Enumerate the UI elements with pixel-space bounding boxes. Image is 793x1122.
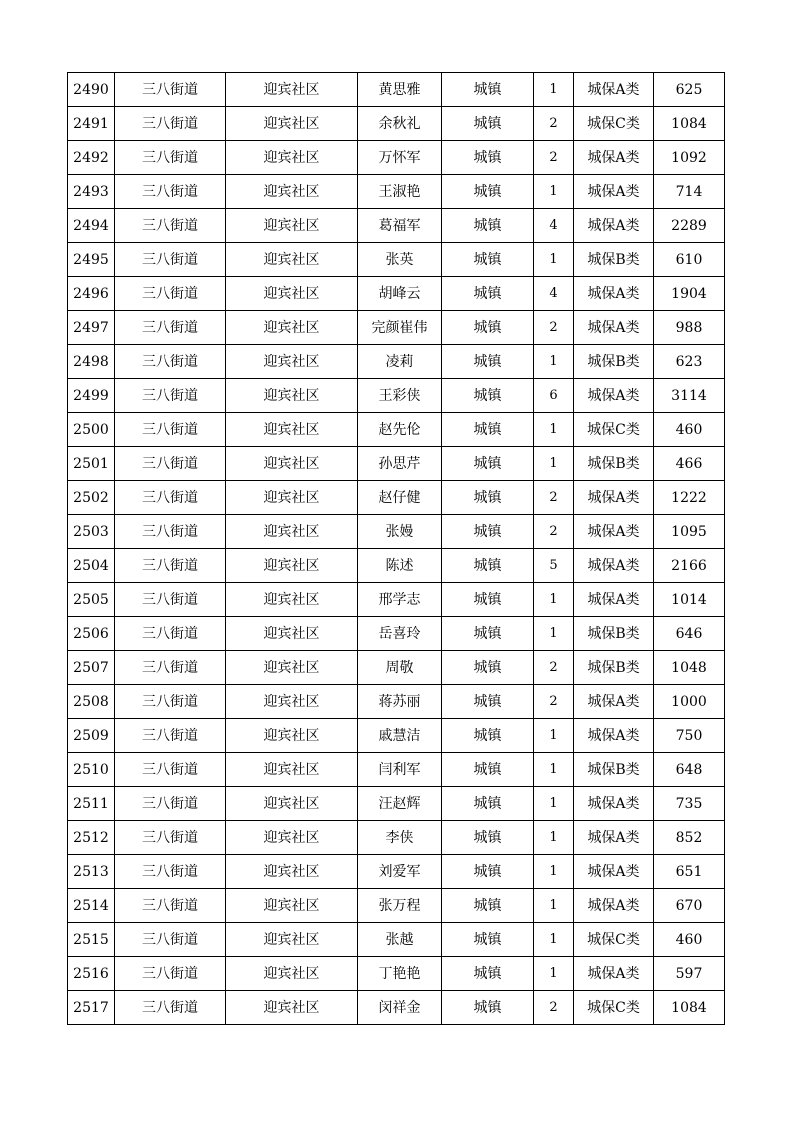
table-row	[68, 549, 725, 583]
community-cell: 迎宾社区	[226, 447, 358, 481]
amount-cell: 1000	[654, 685, 725, 719]
street-cell: 三八街道	[115, 447, 226, 481]
serial-number-cell: 2500	[68, 413, 115, 447]
table-row	[68, 515, 725, 549]
insurance-category-cell: 城保A类	[574, 855, 654, 889]
community-cell: 迎宾社区	[226, 651, 358, 685]
household-size-cell: 2	[534, 107, 574, 141]
name-cell: 赵仔健	[358, 481, 442, 515]
insurance-category-cell: 城保A类	[574, 957, 654, 991]
street-cell: 三八街道	[115, 855, 226, 889]
serial-number-cell: 2497	[68, 311, 115, 345]
street-cell: 三八街道	[115, 73, 226, 107]
household-size-cell: 4	[534, 277, 574, 311]
name-cell: 王淑艳	[358, 175, 442, 209]
insurance-category-cell: 城保A类	[574, 277, 654, 311]
household-size-cell: 1	[534, 583, 574, 617]
table-row	[68, 583, 725, 617]
name-cell: 张英	[358, 243, 442, 277]
household-size-cell: 1	[534, 413, 574, 447]
area-type-cell: 城镇	[442, 651, 534, 685]
amount-cell: 750	[654, 719, 725, 753]
amount-cell: 2166	[654, 549, 725, 583]
street-cell: 三八街道	[115, 821, 226, 855]
amount-cell: 714	[654, 175, 725, 209]
insurance-category-cell: 城保A类	[574, 481, 654, 515]
serial-number-cell: 2510	[68, 753, 115, 787]
household-size-cell: 1	[534, 957, 574, 991]
table-row	[68, 413, 725, 447]
household-size-cell: 1	[534, 719, 574, 753]
community-cell: 迎宾社区	[226, 719, 358, 753]
serial-number-cell: 2492	[68, 141, 115, 175]
street-cell: 三八街道	[115, 379, 226, 413]
household-size-cell: 1	[534, 855, 574, 889]
area-type-cell: 城镇	[442, 855, 534, 889]
street-cell: 三八街道	[115, 889, 226, 923]
name-cell: 闫利军	[358, 753, 442, 787]
street-cell: 三八街道	[115, 311, 226, 345]
community-cell: 迎宾社区	[226, 549, 358, 583]
name-cell: 李侠	[358, 821, 442, 855]
household-size-cell: 1	[534, 175, 574, 209]
name-cell: 闵祥金	[358, 991, 442, 1025]
serial-number-cell: 2504	[68, 549, 115, 583]
community-cell: 迎宾社区	[226, 617, 358, 651]
household-size-cell: 1	[534, 447, 574, 481]
household-size-cell: 4	[534, 209, 574, 243]
amount-cell: 623	[654, 345, 725, 379]
amount-cell: 460	[654, 413, 725, 447]
community-cell: 迎宾社区	[226, 821, 358, 855]
area-type-cell: 城镇	[442, 209, 534, 243]
amount-cell: 988	[654, 311, 725, 345]
community-cell: 迎宾社区	[226, 481, 358, 515]
serial-number-cell: 2509	[68, 719, 115, 753]
area-type-cell: 城镇	[442, 617, 534, 651]
household-size-cell: 1	[534, 787, 574, 821]
street-cell: 三八街道	[115, 991, 226, 1025]
street-cell: 三八街道	[115, 651, 226, 685]
community-cell: 迎宾社区	[226, 243, 358, 277]
name-cell: 黄思雅	[358, 73, 442, 107]
street-cell: 三八街道	[115, 141, 226, 175]
street-cell: 三八街道	[115, 345, 226, 379]
name-cell: 蒋苏丽	[358, 685, 442, 719]
area-type-cell: 城镇	[442, 719, 534, 753]
area-type-cell: 城镇	[442, 141, 534, 175]
insurance-category-cell: 城保B类	[574, 243, 654, 277]
insurance-category-cell: 城保A类	[574, 311, 654, 345]
insurance-category-cell: 城保A类	[574, 175, 654, 209]
household-size-cell: 2	[534, 515, 574, 549]
household-size-cell: 1	[534, 923, 574, 957]
name-cell: 赵先伦	[358, 413, 442, 447]
name-cell: 王彩侠	[358, 379, 442, 413]
area-type-cell: 城镇	[442, 549, 534, 583]
household-size-cell: 1	[534, 821, 574, 855]
table-row	[68, 277, 725, 311]
street-cell: 三八街道	[115, 243, 226, 277]
amount-cell: 852	[654, 821, 725, 855]
area-type-cell: 城镇	[442, 311, 534, 345]
table-row	[68, 923, 725, 957]
serial-number-cell: 2516	[68, 957, 115, 991]
street-cell: 三八街道	[115, 617, 226, 651]
insurance-category-cell: 城保B类	[574, 651, 654, 685]
community-cell: 迎宾社区	[226, 753, 358, 787]
household-size-cell: 1	[534, 889, 574, 923]
community-cell: 迎宾社区	[226, 277, 358, 311]
insurance-category-cell: 城保A类	[574, 209, 654, 243]
street-cell: 三八街道	[115, 957, 226, 991]
insurance-category-cell: 城保B类	[574, 753, 654, 787]
table-body	[68, 73, 725, 1025]
street-cell: 三八街道	[115, 787, 226, 821]
community-cell: 迎宾社区	[226, 345, 358, 379]
amount-cell: 1084	[654, 991, 725, 1025]
table-row	[68, 787, 725, 821]
table-row	[68, 957, 725, 991]
area-type-cell: 城镇	[442, 345, 534, 379]
street-cell: 三八街道	[115, 209, 226, 243]
table-row	[68, 379, 725, 413]
community-cell: 迎宾社区	[226, 311, 358, 345]
name-cell: 万怀军	[358, 141, 442, 175]
amount-cell: 1222	[654, 481, 725, 515]
amount-cell: 735	[654, 787, 725, 821]
insurance-category-cell: 城保A类	[574, 549, 654, 583]
serial-number-cell: 2512	[68, 821, 115, 855]
serial-number-cell: 2515	[68, 923, 115, 957]
area-type-cell: 城镇	[442, 583, 534, 617]
name-cell: 岳喜玲	[358, 617, 442, 651]
amount-cell: 1084	[654, 107, 725, 141]
name-cell: 孙思芹	[358, 447, 442, 481]
serial-number-cell: 2507	[68, 651, 115, 685]
table-row	[68, 73, 725, 107]
area-type-cell: 城镇	[442, 821, 534, 855]
serial-number-cell: 2499	[68, 379, 115, 413]
amount-cell: 1904	[654, 277, 725, 311]
table-row	[68, 209, 725, 243]
community-cell: 迎宾社区	[226, 787, 358, 821]
insurance-category-cell: 城保A类	[574, 821, 654, 855]
amount-cell: 597	[654, 957, 725, 991]
table-row	[68, 753, 725, 787]
insurance-category-cell: 城保A类	[574, 685, 654, 719]
beneficiary-table	[67, 72, 725, 1025]
area-type-cell: 城镇	[442, 923, 534, 957]
name-cell: 邢学志	[358, 583, 442, 617]
area-type-cell: 城镇	[442, 481, 534, 515]
insurance-category-cell: 城保B类	[574, 447, 654, 481]
name-cell: 汪赵辉	[358, 787, 442, 821]
serial-number-cell: 2496	[68, 277, 115, 311]
name-cell: 周敬	[358, 651, 442, 685]
community-cell: 迎宾社区	[226, 73, 358, 107]
community-cell: 迎宾社区	[226, 379, 358, 413]
name-cell: 胡峰云	[358, 277, 442, 311]
insurance-category-cell: 城保C类	[574, 413, 654, 447]
name-cell: 张万程	[358, 889, 442, 923]
insurance-category-cell: 城保A类	[574, 787, 654, 821]
community-cell: 迎宾社区	[226, 413, 358, 447]
street-cell: 三八街道	[115, 753, 226, 787]
name-cell: 戚慧洁	[358, 719, 442, 753]
serial-number-cell: 2505	[68, 583, 115, 617]
insurance-category-cell: 城保A类	[574, 73, 654, 107]
insurance-category-cell: 城保A类	[574, 583, 654, 617]
area-type-cell: 城镇	[442, 991, 534, 1025]
insurance-category-cell: 城保C类	[574, 923, 654, 957]
table-row	[68, 311, 725, 345]
street-cell: 三八街道	[115, 685, 226, 719]
table-row	[68, 855, 725, 889]
serial-number-cell: 2495	[68, 243, 115, 277]
household-size-cell: 2	[534, 651, 574, 685]
community-cell: 迎宾社区	[226, 209, 358, 243]
community-cell: 迎宾社区	[226, 991, 358, 1025]
name-cell: 张越	[358, 923, 442, 957]
street-cell: 三八街道	[115, 481, 226, 515]
amount-cell: 625	[654, 73, 725, 107]
amount-cell: 3114	[654, 379, 725, 413]
serial-number-cell: 2513	[68, 855, 115, 889]
insurance-category-cell: 城保A类	[574, 515, 654, 549]
insurance-category-cell: 城保B类	[574, 617, 654, 651]
household-size-cell: 1	[534, 753, 574, 787]
amount-cell: 1092	[654, 141, 725, 175]
area-type-cell: 城镇	[442, 413, 534, 447]
community-cell: 迎宾社区	[226, 923, 358, 957]
amount-cell: 1048	[654, 651, 725, 685]
table-row	[68, 821, 725, 855]
table-row	[68, 243, 725, 277]
street-cell: 三八街道	[115, 719, 226, 753]
table-row	[68, 617, 725, 651]
household-size-cell: 5	[534, 549, 574, 583]
name-cell: 凌莉	[358, 345, 442, 379]
name-cell: 余秋礼	[358, 107, 442, 141]
area-type-cell: 城镇	[442, 379, 534, 413]
table-row	[68, 991, 725, 1025]
area-type-cell: 城镇	[442, 175, 534, 209]
serial-number-cell: 2498	[68, 345, 115, 379]
serial-number-cell: 2508	[68, 685, 115, 719]
insurance-category-cell: 城保B类	[574, 345, 654, 379]
table-row	[68, 651, 725, 685]
amount-cell: 1095	[654, 515, 725, 549]
area-type-cell: 城镇	[442, 685, 534, 719]
community-cell: 迎宾社区	[226, 583, 358, 617]
insurance-category-cell: 城保C类	[574, 107, 654, 141]
serial-number-cell: 2511	[68, 787, 115, 821]
insurance-category-cell: 城保A类	[574, 889, 654, 923]
amount-cell: 1014	[654, 583, 725, 617]
household-size-cell: 1	[534, 243, 574, 277]
serial-number-cell: 2491	[68, 107, 115, 141]
street-cell: 三八街道	[115, 549, 226, 583]
street-cell: 三八街道	[115, 413, 226, 447]
street-cell: 三八街道	[115, 923, 226, 957]
household-size-cell: 6	[534, 379, 574, 413]
community-cell: 迎宾社区	[226, 107, 358, 141]
serial-number-cell: 2494	[68, 209, 115, 243]
household-size-cell: 2	[534, 141, 574, 175]
name-cell: 张嫚	[358, 515, 442, 549]
serial-number-cell: 2514	[68, 889, 115, 923]
name-cell: 丁艳艳	[358, 957, 442, 991]
serial-number-cell: 2506	[68, 617, 115, 651]
street-cell: 三八街道	[115, 277, 226, 311]
amount-cell: 610	[654, 243, 725, 277]
amount-cell: 460	[654, 923, 725, 957]
area-type-cell: 城镇	[442, 277, 534, 311]
amount-cell: 670	[654, 889, 725, 923]
community-cell: 迎宾社区	[226, 855, 358, 889]
serial-number-cell: 2517	[68, 991, 115, 1025]
household-size-cell: 2	[534, 481, 574, 515]
household-size-cell: 2	[534, 685, 574, 719]
community-cell: 迎宾社区	[226, 175, 358, 209]
community-cell: 迎宾社区	[226, 957, 358, 991]
area-type-cell: 城镇	[442, 447, 534, 481]
table-row	[68, 107, 725, 141]
street-cell: 三八街道	[115, 583, 226, 617]
area-type-cell: 城镇	[442, 515, 534, 549]
amount-cell: 651	[654, 855, 725, 889]
amount-cell: 2289	[654, 209, 725, 243]
table-row	[68, 889, 725, 923]
table-row	[68, 175, 725, 209]
community-cell: 迎宾社区	[226, 515, 358, 549]
table-row	[68, 685, 725, 719]
household-size-cell: 2	[534, 311, 574, 345]
community-cell: 迎宾社区	[226, 889, 358, 923]
street-cell: 三八街道	[115, 107, 226, 141]
insurance-category-cell: 城保A类	[574, 719, 654, 753]
amount-cell: 648	[654, 753, 725, 787]
insurance-category-cell: 城保A类	[574, 141, 654, 175]
community-cell: 迎宾社区	[226, 685, 358, 719]
amount-cell: 646	[654, 617, 725, 651]
household-size-cell: 1	[534, 345, 574, 379]
area-type-cell: 城镇	[442, 787, 534, 821]
street-cell: 三八街道	[115, 175, 226, 209]
name-cell: 刘爱军	[358, 855, 442, 889]
table-row	[68, 345, 725, 379]
serial-number-cell: 2503	[68, 515, 115, 549]
serial-number-cell: 2502	[68, 481, 115, 515]
table-row	[68, 481, 725, 515]
table-row	[68, 719, 725, 753]
area-type-cell: 城镇	[442, 243, 534, 277]
name-cell: 陈述	[358, 549, 442, 583]
area-type-cell: 城镇	[442, 753, 534, 787]
community-cell: 迎宾社区	[226, 141, 358, 175]
amount-cell: 466	[654, 447, 725, 481]
area-type-cell: 城镇	[442, 889, 534, 923]
serial-number-cell: 2501	[68, 447, 115, 481]
area-type-cell: 城镇	[442, 73, 534, 107]
household-size-cell: 1	[534, 73, 574, 107]
area-type-cell: 城镇	[442, 957, 534, 991]
serial-number-cell: 2493	[68, 175, 115, 209]
household-size-cell: 1	[534, 617, 574, 651]
household-size-cell: 2	[534, 991, 574, 1025]
street-cell: 三八街道	[115, 515, 226, 549]
name-cell: 葛福军	[358, 209, 442, 243]
name-cell: 完颜崔伟	[358, 311, 442, 345]
table-row	[68, 447, 725, 481]
area-type-cell: 城镇	[442, 107, 534, 141]
table-row	[68, 141, 725, 175]
serial-number-cell: 2490	[68, 73, 115, 107]
insurance-category-cell: 城保A类	[574, 379, 654, 413]
insurance-category-cell: 城保C类	[574, 991, 654, 1025]
